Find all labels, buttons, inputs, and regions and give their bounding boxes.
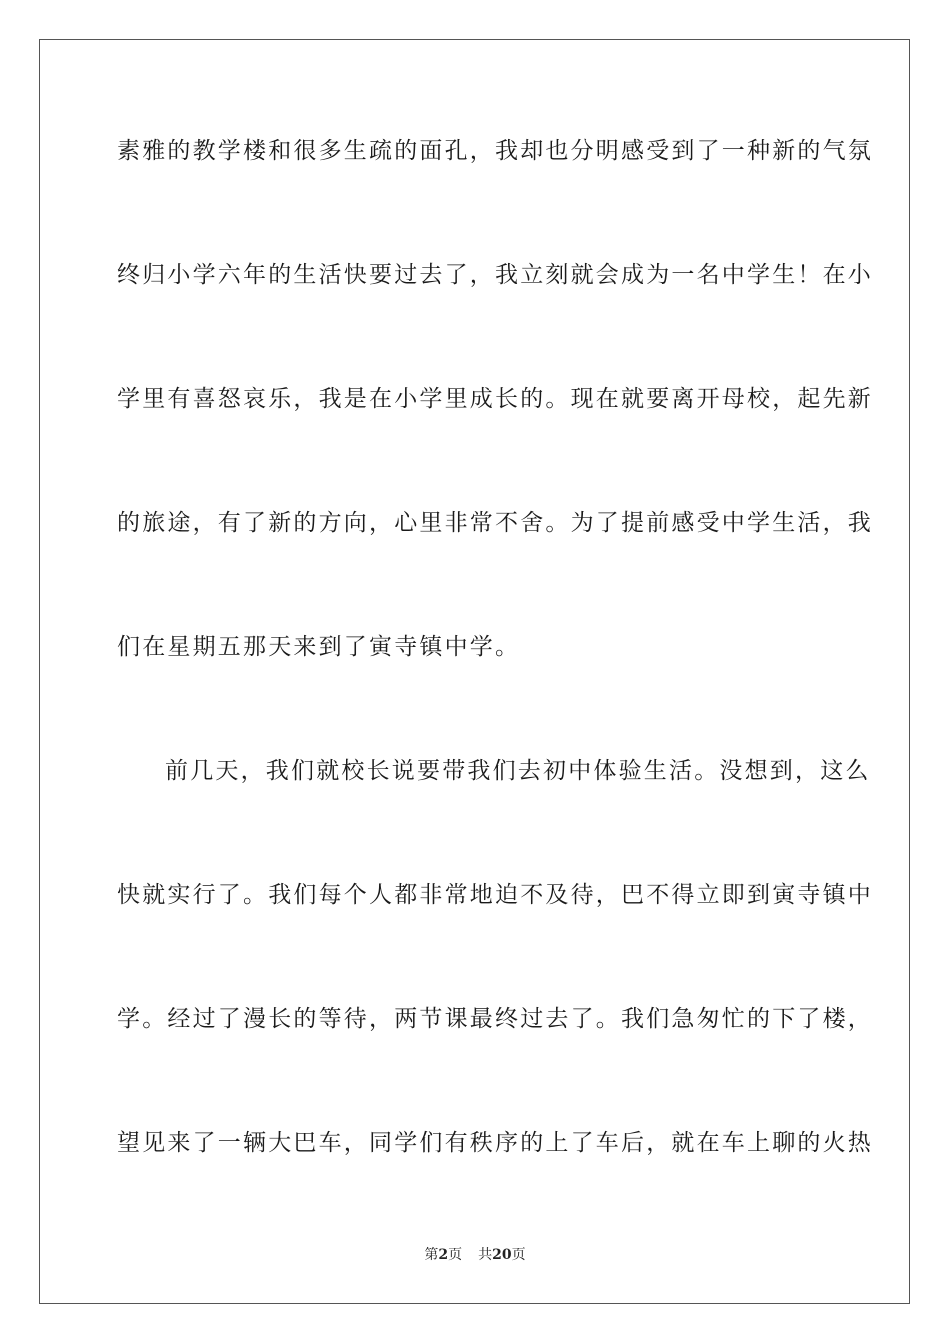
text-line-4: 的旅途，有了新的方向，心里非常不舍。为了提前感受中学生活，我 (117, 510, 873, 536)
page-border (39, 39, 910, 1304)
text-line-1: 素雅的教学楼和很多生疏的面孔，我却也分明感受到了一种新的气氛 (117, 138, 873, 164)
footer-page-suffix: 页 (448, 1247, 463, 1263)
text-line-2: 终归小学六年的生活快要过去了，我立刻就会成为一名中学生！在小 (117, 262, 873, 288)
footer-total-pages: 20 (492, 1247, 512, 1263)
text-line-3: 学里有喜怒哀乐，我是在小学里成长的。现在就要离开母校，起先新 (117, 386, 873, 412)
footer-total-suffix: 页 (511, 1247, 526, 1263)
text-line-5: 们在星期五那天来到了寅寺镇中学。 (117, 634, 521, 660)
paragraph-2-first-line: 前几天，我们就校长说要带我们去初中体验生活。没想到，这么 (165, 758, 871, 784)
text-line-9: 望见来了一辆大巴车，同学们有秩序的上了车后，就在车上聊的火热 (117, 1130, 873, 1156)
text-line-7: 快就实行了。我们每个人都非常地迫不及待，巴不得立即到寅寺镇中 (117, 882, 873, 908)
footer-page-prefix: 第 (424, 1247, 439, 1263)
footer-page-number: 2 (438, 1247, 449, 1263)
text-line-8: 学。经过了漫长的等待，两节课最终过去了。我们急匆忙的下了楼， (117, 1006, 873, 1032)
footer-total-prefix: 共 (478, 1247, 493, 1263)
page-footer (0, 1245, 950, 1265)
